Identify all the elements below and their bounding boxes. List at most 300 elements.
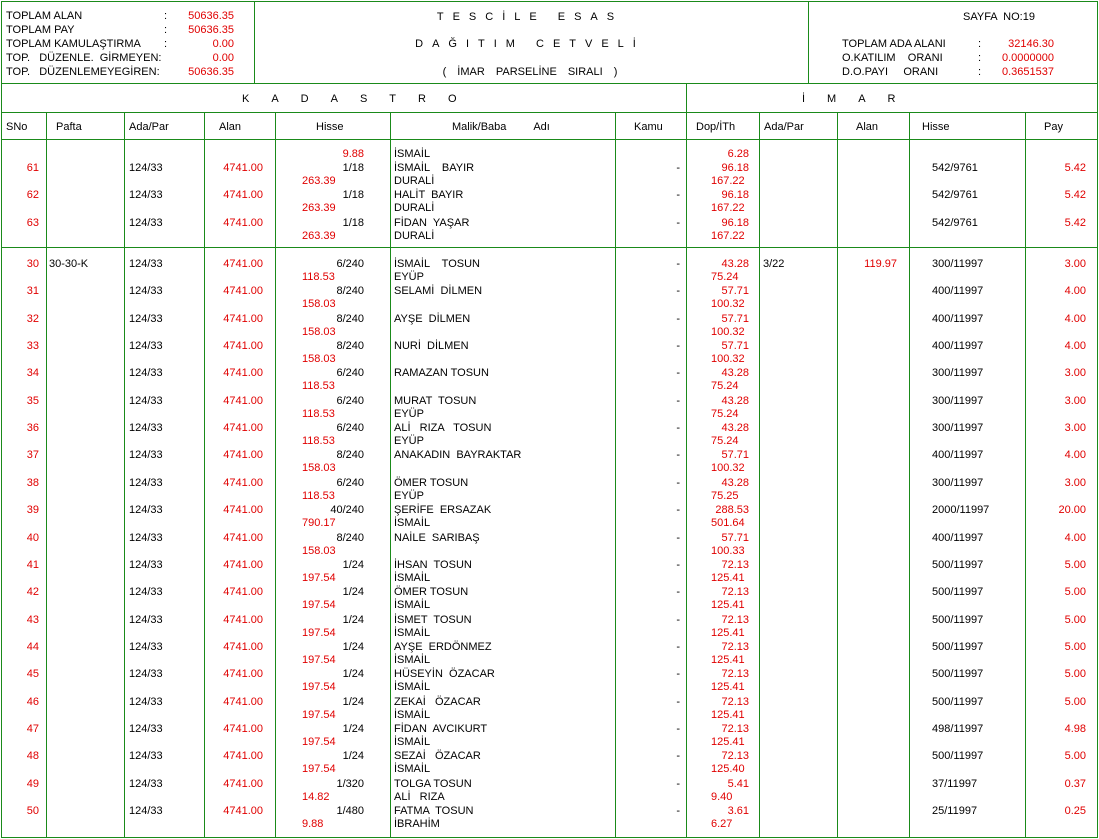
cell-adapar: 124/33 — [129, 531, 163, 544]
cell-malik: NAİLE SARIBAŞ — [394, 531, 480, 544]
cell-hisse: 8/240 — [336, 285, 364, 298]
cell-alan: 4741.00 — [223, 504, 263, 517]
cell-imar-hisse: 500/11997 — [932, 668, 984, 681]
cell-malik: FATMA TOSUN — [394, 805, 474, 817]
cell-imar-alan — [838, 422, 897, 435]
cell-pay: 5.42 — [1064, 216, 1086, 229]
cell-imar-hisse: 400/11997 — [932, 312, 984, 325]
cell-pay: 5.00 — [1064, 613, 1086, 626]
cell-adapar: 124/33 — [129, 777, 163, 790]
cell-malik: MURAT TOSUN — [394, 394, 477, 407]
cell-malik: SEZAİ ÖZACAR — [394, 750, 481, 763]
cell-sno: 49 — [26, 777, 39, 790]
summary-colon: : — [164, 10, 168, 22]
cell-pay: 4.00 — [1064, 285, 1086, 298]
cell-sno: 46 — [26, 695, 39, 708]
cell-dop: 5.41 — [727, 777, 749, 790]
col-sep-1 — [46, 112, 47, 838]
cell-adapar: 124/33 — [129, 189, 163, 202]
cell-imar-hisse: 500/11997 — [932, 586, 984, 599]
cell-sno: 37 — [26, 449, 39, 462]
cell-pafta: 30-30-K — [49, 258, 89, 270]
cell-hisse: 1/24 — [342, 613, 364, 626]
ratio-value: 0.3651537 — [1002, 66, 1054, 78]
cell-malik: İSMET TOSUN — [394, 613, 472, 626]
cell-alan: 4741.00 — [223, 476, 263, 489]
col-header-dopith: Dop/İTh — [696, 121, 736, 133]
cell-hisse-value: 118.53 — [302, 407, 335, 420]
cell-hisse-value: 118.53 — [302, 489, 335, 502]
col-header-alan: Alan — [219, 121, 242, 133]
col-header-sno: SNo — [6, 121, 28, 133]
cell-adapar: 124/33 — [129, 340, 163, 353]
cell-pay: 3.00 — [1064, 367, 1086, 380]
summary-value: 50636.35 — [188, 24, 234, 36]
cell-pay: 5.00 — [1064, 586, 1086, 599]
cell-imar-alan: 119.97 — [864, 258, 897, 270]
cell-dop: 72.13 — [721, 750, 749, 763]
cell-dop: 288.53 — [715, 504, 749, 517]
cell-imar-alan — [838, 723, 897, 736]
cell-hisse: 1/18 — [342, 216, 364, 229]
cell-imar-hisse: 300/11997 — [932, 422, 984, 435]
summary-value: 50636.35 — [188, 66, 234, 78]
cell-malik: AYŞE ERDÖNMEZ — [394, 640, 492, 653]
col-header-imar-adapar: Ada/Par — [764, 121, 804, 133]
cell-alan: 4741.00 — [223, 162, 263, 174]
cell-alan: 4741.00 — [223, 216, 263, 229]
cell-pay: 0.37 — [1064, 777, 1086, 790]
cell-hisse-value: 14.82 — [302, 790, 330, 803]
cell-adapar: 124/33 — [129, 750, 163, 763]
summary-label: TOP. DÜZENLE. GİRMEYEN: — [6, 52, 162, 64]
cell-hisse-value: 197.54 — [302, 735, 336, 748]
cell-pay: 4.00 — [1064, 449, 1086, 462]
cell-malik: İHSAN TOSUN — [394, 558, 472, 571]
cell-baba: EYÜP — [394, 489, 424, 502]
cell-imar-hisse: 400/11997 — [932, 531, 984, 544]
section-title-kadastro: KADASTRO — [242, 93, 479, 105]
cell-malik: NURİ DİLMEN — [394, 340, 469, 353]
cell-kamu: - — [676, 476, 680, 489]
cell-baba: İSMAİL — [394, 626, 431, 639]
cell-hisse-value: 118.53 — [302, 380, 335, 393]
cell-hisse-value: 263.39 — [302, 202, 336, 215]
cell-adapar: 124/33 — [129, 722, 163, 735]
hisse-extra: 9.88 — [342, 148, 364, 160]
cell-sno: 42 — [26, 586, 39, 599]
cell-sno: 38 — [26, 476, 39, 489]
cell-alan: 4741.00 — [223, 285, 263, 298]
cell-baba: İSMAİL — [394, 681, 431, 694]
cell-hisse: 1/24 — [342, 640, 364, 653]
cell-alan: 4741.00 — [223, 640, 263, 653]
ratio-value: 32146.30 — [1008, 38, 1054, 50]
cell-ith: 100.33 — [711, 544, 745, 557]
cell-adapar: 124/33 — [129, 558, 163, 571]
cell-sno: 48 — [26, 750, 39, 763]
cell-pay: 4.00 — [1064, 312, 1086, 325]
cell-alan: 4741.00 — [223, 340, 263, 353]
cell-hisse-value: 9.88 — [302, 818, 324, 830]
cell-imar-alan — [838, 395, 897, 408]
cell-kamu: - — [676, 162, 680, 174]
cell-alan: 4741.00 — [223, 558, 263, 571]
col-header-adapar: Ada/Par — [129, 121, 169, 133]
cell-ith: 75.24 — [711, 407, 739, 420]
cell-adapar: 124/33 — [129, 695, 163, 708]
cell-ith: 125.41 — [711, 708, 745, 721]
cell-sno: 40 — [26, 531, 39, 544]
cell-imar-hisse: 300/11997 — [932, 258, 984, 270]
title-line-3: ( İMAR PARSELİNE SIRALI ) — [442, 66, 618, 78]
cell-hisse-value: 197.54 — [302, 626, 336, 639]
ratio-label: D.O.PAYI ORANI — [842, 66, 939, 78]
cell-imar-hisse: 400/11997 — [932, 449, 984, 462]
cell-sno: 43 — [26, 613, 39, 626]
cell-adapar: 124/33 — [129, 422, 163, 435]
cell-alan: 4741.00 — [223, 449, 263, 462]
cell-ith: 75.24 — [711, 435, 739, 448]
cell-imar-hisse: 500/11997 — [932, 750, 984, 763]
cell-adapar: 124/33 — [129, 613, 163, 626]
cell-imar-alan — [838, 285, 897, 298]
cell-malik: HALİT BAYIR — [394, 189, 464, 202]
cell-sno: 31 — [26, 285, 39, 298]
cell-hisse-value: 158.03 — [302, 325, 336, 338]
cell-hisse: 6/240 — [336, 394, 364, 407]
cell-baba: İSMAİL — [394, 763, 431, 776]
cell-hisse: 1/24 — [342, 558, 364, 571]
cell-ith: 125.41 — [711, 571, 745, 584]
cell-imar-alan — [838, 614, 897, 627]
summary-colon: : — [164, 24, 168, 36]
cell-pay: 5.42 — [1064, 162, 1086, 174]
malik-extra: İSMAİL — [394, 148, 431, 160]
cell-baba: İBRAHİM — [394, 818, 440, 830]
cell-malik: ÖMER TOSUN — [394, 476, 469, 489]
cell-dop: 57.71 — [721, 285, 749, 298]
cell-imar-alan — [838, 340, 897, 353]
cell-ith: 100.32 — [711, 325, 745, 338]
cell-dop: 57.71 — [721, 340, 749, 353]
cell-pay: 5.00 — [1064, 558, 1086, 571]
cell-hisse-value: 263.39 — [302, 229, 336, 242]
title-line-1: TESCİLE ESAS — [436, 11, 624, 23]
section-divider — [686, 83, 687, 838]
cell-adapar: 124/33 — [129, 216, 163, 229]
section-title-imar: İMAR — [802, 93, 918, 105]
cell-kamu: - — [676, 586, 680, 599]
cell-malik: TOLGA TOSUN — [394, 777, 472, 790]
col-header-pafta: Pafta — [56, 121, 82, 133]
cell-hisse-value: 790.17 — [302, 517, 336, 530]
cell-sno: 47 — [26, 722, 39, 735]
cell-pay: 5.00 — [1064, 668, 1086, 681]
cell-malik: HÜSEYİN ÖZACAR — [394, 668, 495, 681]
cell-sno: 44 — [26, 640, 39, 653]
cell-hisse: 1/24 — [342, 668, 364, 681]
cell-alan: 4741.00 — [223, 312, 263, 325]
cell-pay: 5.42 — [1064, 189, 1086, 202]
col-header-imar-hisse: Hisse — [922, 121, 950, 133]
cell-adapar: 124/33 — [129, 285, 163, 298]
cell-ith: 167.22 — [711, 175, 745, 187]
summary-label: TOP. DÜZENLEMEYEGİREN: — [6, 66, 160, 78]
cell-baba: İSMAİL — [394, 735, 431, 748]
cell-ith: 100.32 — [711, 462, 745, 475]
col-header-malik: Malik/Baba Adı — [452, 121, 550, 133]
cell-adapar: 124/33 — [129, 476, 163, 489]
cell-imar-alan — [838, 750, 897, 763]
cell-imar-hisse: 400/11997 — [932, 285, 984, 298]
cell-hisse-value: 197.54 — [302, 763, 336, 776]
cell-dop: 72.13 — [721, 695, 749, 708]
cell-kamu: - — [676, 504, 680, 517]
cell-sno: 62 — [26, 189, 39, 202]
cell-pay: 4.00 — [1064, 340, 1086, 353]
cell-imar-alan — [838, 696, 897, 709]
cell-adapar: 124/33 — [129, 504, 163, 517]
cell-alan: 4741.00 — [223, 586, 263, 599]
summary-label: TOPLAM PAY — [6, 24, 75, 36]
cell-imar-alan — [838, 217, 897, 230]
cell-imar-hisse: 542/9761 — [932, 162, 978, 174]
cell-ith: 125.41 — [711, 681, 745, 694]
cell-pay: 5.00 — [1064, 750, 1086, 763]
cell-imar-alan — [838, 668, 897, 681]
cell-alan: 4741.00 — [223, 531, 263, 544]
cell-sno: 45 — [26, 668, 39, 681]
cell-alan: 4741.00 — [223, 668, 263, 681]
cell-baba: EYÜP — [394, 435, 424, 448]
cell-pay: 4.98 — [1064, 722, 1086, 735]
cell-kamu: - — [676, 394, 680, 407]
col-sep-2 — [124, 112, 125, 838]
cell-sno: 32 — [26, 312, 39, 325]
cell-ith: 167.22 — [711, 202, 745, 215]
cell-imar-hisse: 300/11997 — [932, 476, 984, 489]
cell-kamu: - — [676, 805, 680, 817]
cell-pay: 3.00 — [1064, 476, 1086, 489]
cell-dop: 57.71 — [721, 312, 749, 325]
cell-baba: İSMAİL — [394, 653, 431, 666]
col-sep-5 — [390, 112, 391, 838]
cell-dop: 3.61 — [727, 805, 749, 817]
cell-hisse: 1/24 — [342, 722, 364, 735]
cell-hisse: 1/18 — [342, 189, 364, 202]
cell-imar-hisse: 400/11997 — [932, 340, 984, 353]
ratio-value: 0.0000000 — [1002, 52, 1054, 64]
cell-ith: 125.41 — [711, 735, 745, 748]
cell-sno: 35 — [26, 394, 39, 407]
cell-imar-hisse: 542/9761 — [932, 216, 978, 229]
cell-malik: İSMAİL TOSUN — [394, 258, 480, 270]
cell-sno: 41 — [26, 558, 39, 571]
cell-malik: ANAKADIN BAYRAKTAR — [394, 449, 522, 462]
cell-baba: DURALİ — [394, 229, 435, 242]
cell-baba: EYÜP — [394, 271, 424, 283]
cell-imar-hisse: 500/11997 — [932, 640, 984, 653]
header-divider-right — [808, 1, 809, 84]
cell-pay: 20.00 — [1058, 504, 1086, 517]
cell-hisse-value: 197.54 — [302, 571, 336, 584]
cell-sno: 50 — [26, 805, 39, 817]
summary-value: 0.00 — [212, 52, 234, 64]
cell-imar-alan — [838, 189, 897, 202]
cell-sno: 39 — [26, 504, 39, 517]
cell-hisse-value: 118.53 — [302, 271, 335, 283]
cell-hisse-value: 263.39 — [302, 175, 336, 187]
cell-kamu: - — [676, 312, 680, 325]
col-sep-8 — [759, 112, 760, 838]
col-header-pay: Pay — [1044, 121, 1063, 133]
cell-pay: 3.00 — [1064, 258, 1086, 270]
cell-ith: 9.40 — [711, 790, 733, 803]
cell-dop: 72.13 — [721, 586, 749, 599]
summary-label: TOPLAM ALAN — [6, 10, 83, 22]
cell-imar-hisse: 25/11997 — [932, 805, 978, 817]
header-bottom-line — [1, 83, 1098, 84]
cell-kamu: - — [676, 216, 680, 229]
cell-pay: 3.00 — [1064, 422, 1086, 435]
cell-kamu: - — [676, 668, 680, 681]
cell-imar-alan — [838, 586, 897, 599]
cell-pay: 5.00 — [1064, 640, 1086, 653]
page-number: SAYFA NO:19 — [963, 11, 1035, 23]
cell-baba: İSMAİL — [394, 708, 431, 721]
cell-adapar: 124/33 — [129, 586, 163, 599]
cell-sno: 33 — [26, 340, 39, 353]
cell-kamu: - — [676, 613, 680, 626]
group-separator-line — [1, 247, 1098, 248]
cell-alan: 4741.00 — [223, 394, 263, 407]
cell-pay: 5.00 — [1064, 695, 1086, 708]
cell-baba: EYÜP — [394, 407, 424, 420]
cell-ith: 501.64 — [711, 517, 745, 530]
cell-dop: 43.28 — [721, 367, 749, 380]
cell-hisse-value: 158.03 — [302, 298, 336, 311]
cell-hisse: 1/320 — [336, 777, 364, 790]
cell-baba: DURALİ — [394, 175, 435, 187]
cell-imar-alan — [838, 313, 897, 326]
cell-imar-hisse: 2000/11997 — [932, 504, 990, 517]
cell-hisse: 8/240 — [336, 312, 364, 325]
cell-malik: ZEKAİ ÖZACAR — [394, 695, 481, 708]
cell-adapar: 124/33 — [129, 367, 163, 380]
cell-ith: 125.41 — [711, 599, 745, 612]
cell-imar-hisse: 37/11997 — [932, 777, 978, 790]
cell-hisse-value: 118.53 — [302, 435, 335, 448]
cell-dop: 96.18 — [721, 189, 749, 202]
summary-value: 0.00 — [212, 38, 234, 50]
cell-malik: RAMAZAN TOSUN — [394, 367, 489, 380]
cell-imar-adapar: 3/22 — [763, 258, 785, 270]
header-divider-left — [254, 1, 255, 84]
cell-hisse: 6/240 — [336, 258, 364, 270]
cell-adapar: 124/33 — [129, 312, 163, 325]
cell-imar-alan — [838, 805, 897, 818]
cell-adapar: 124/33 — [129, 668, 163, 681]
cell-kamu: - — [676, 340, 680, 353]
cell-imar-hisse: 542/9761 — [932, 189, 978, 202]
cell-pay: 0.25 — [1064, 805, 1086, 817]
cell-dop: 96.18 — [721, 162, 749, 174]
cell-malik: ALİ RIZA TOSUN — [394, 422, 492, 435]
cell-kamu: - — [676, 777, 680, 790]
section-title-line — [1, 112, 1098, 113]
cell-alan: 4741.00 — [223, 422, 263, 435]
cell-kamu: - — [676, 189, 680, 202]
cell-alan: 4741.00 — [223, 613, 263, 626]
cell-alan: 4741.00 — [223, 722, 263, 735]
cell-hisse: 1/24 — [342, 695, 364, 708]
title-line-2: DAĞITIM CETVELİ — [415, 38, 645, 50]
cell-baba: ALİ RIZA — [394, 790, 445, 803]
cell-imar-hisse: 500/11997 — [932, 613, 984, 626]
cell-hisse: 8/240 — [336, 449, 364, 462]
cell-adapar: 124/33 — [129, 640, 163, 653]
cell-baba: İSMAİL — [394, 599, 431, 612]
cell-hisse: 6/240 — [336, 422, 364, 435]
cell-dop: 72.13 — [721, 558, 749, 571]
cell-alan: 4741.00 — [223, 805, 263, 817]
dop-extra: 6.28 — [727, 148, 749, 160]
cell-kamu: - — [676, 285, 680, 298]
cell-sno: 61 — [26, 162, 39, 174]
ratio-label: O.KATILIM ORANI — [842, 52, 943, 64]
cell-adapar: 124/33 — [129, 449, 163, 462]
cell-kamu: - — [676, 640, 680, 653]
cell-hisse-value: 197.54 — [302, 708, 336, 721]
cell-hisse: 8/240 — [336, 531, 364, 544]
cell-alan: 4741.00 — [223, 367, 263, 380]
col-sep-10 — [909, 112, 910, 838]
cell-pay: 4.00 — [1064, 531, 1086, 544]
cell-malik: FİDAN YAŞAR — [394, 216, 470, 229]
cell-alan: 4741.00 — [223, 258, 263, 270]
cell-hisse: 6/240 — [336, 476, 364, 489]
cell-adapar: 124/33 — [129, 394, 163, 407]
cell-dop: 43.28 — [721, 422, 749, 435]
col-header-kamu: Kamu — [634, 121, 663, 133]
cell-kamu: - — [676, 722, 680, 735]
cell-hisse: 1/18 — [342, 162, 364, 174]
cell-kamu: - — [676, 449, 680, 462]
cell-imar-alan — [838, 532, 897, 545]
cell-adapar: 124/33 — [129, 805, 163, 817]
cell-imar-alan — [838, 162, 897, 175]
cell-ith: 100.32 — [711, 298, 745, 311]
cell-hisse-value: 197.54 — [302, 599, 336, 612]
cell-imar-hisse: 500/11997 — [932, 558, 984, 571]
ratio-colon: : — [978, 66, 982, 78]
cell-malik: ŞERİFE ERSAZAK — [394, 504, 492, 517]
cell-imar-hisse: 500/11997 — [932, 695, 984, 708]
cell-hisse-value: 197.54 — [302, 653, 336, 666]
cell-dop: 96.18 — [721, 216, 749, 229]
cell-ith: 125.40 — [711, 763, 745, 776]
col-header-hisse: Hisse — [316, 121, 344, 133]
cell-alan: 4741.00 — [223, 695, 263, 708]
cell-malik: ÖMER TOSUN — [394, 586, 469, 599]
cell-imar-alan — [838, 477, 897, 490]
cell-hisse-value: 158.03 — [302, 544, 336, 557]
cell-sno: 63 — [26, 216, 39, 229]
col-header-imar-alan: Alan — [856, 121, 879, 133]
summary-label: TOPLAM KAMULAŞTIRMA — [6, 38, 141, 50]
cell-hisse-value: 158.03 — [302, 462, 336, 475]
